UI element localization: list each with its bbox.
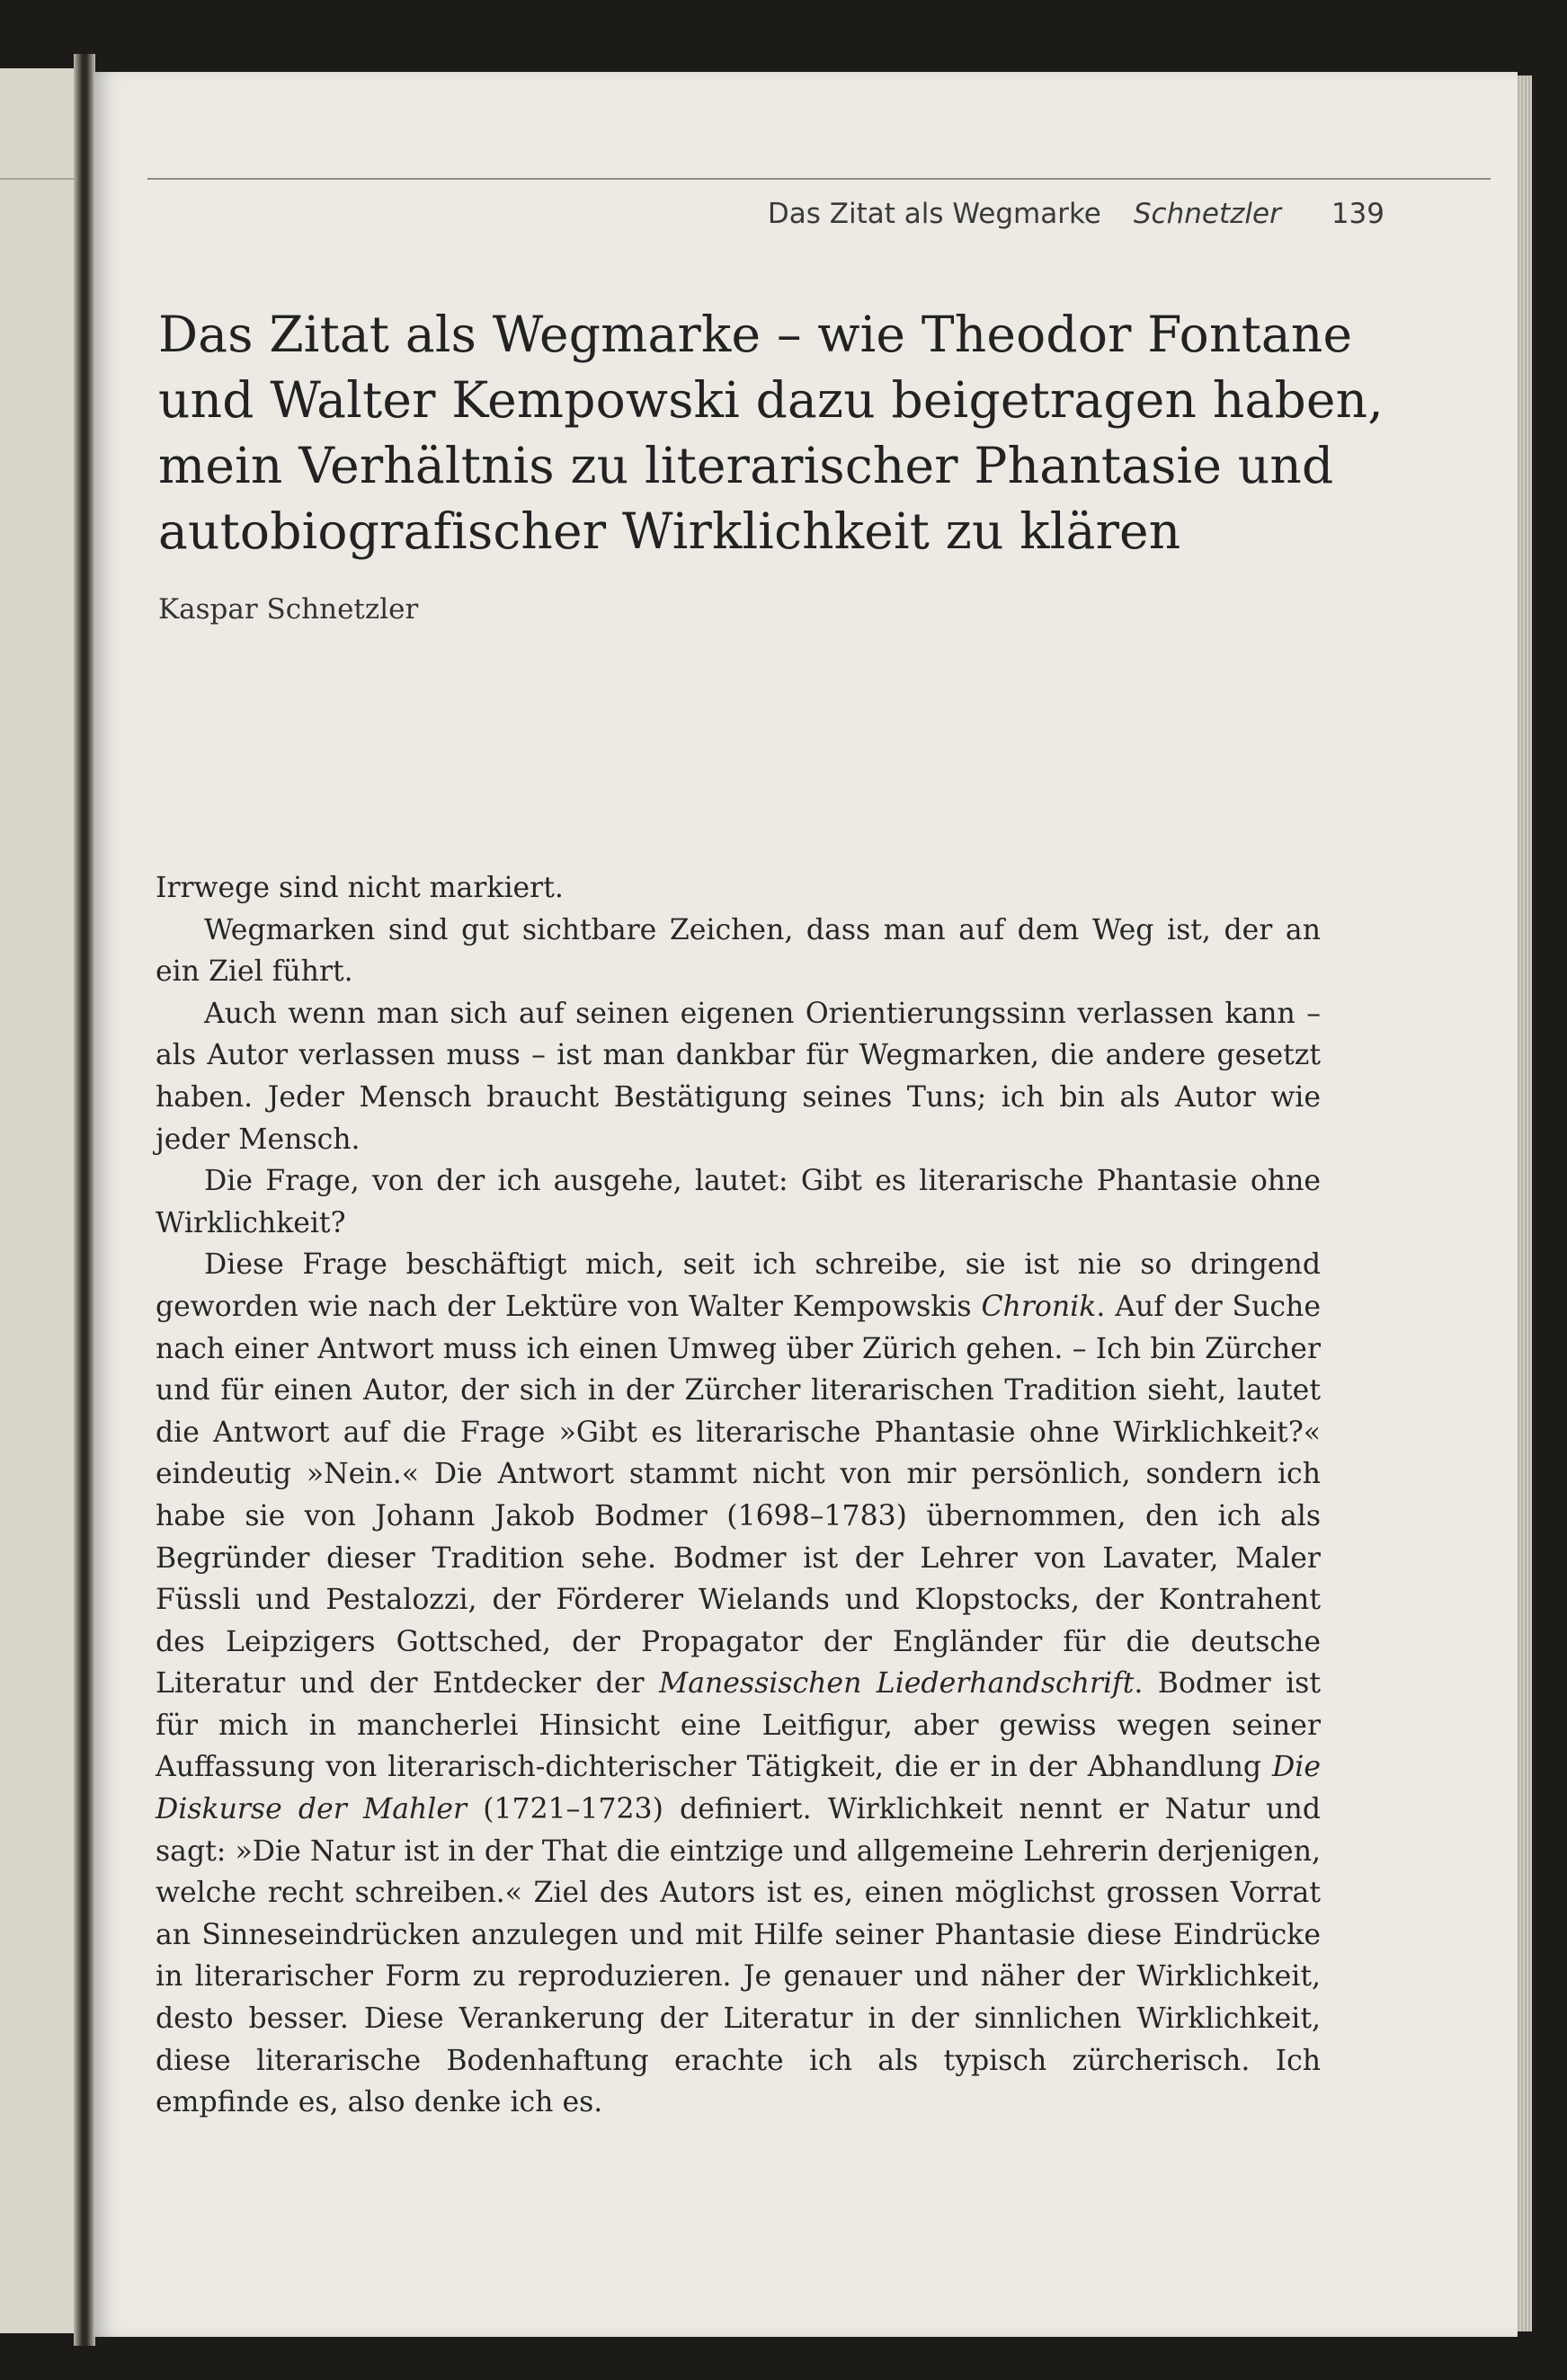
paragraph-5-text: Diese Frage beschäftigt mich, seit ich schreibe, sie ist nie so dringend geworden wie nach der Lektüre von Walter Kempowskis (156, 1248, 1321, 1323)
paragraph-5-text: . Auf der Suche nach einer Antwort muss ich einen Umweg über Zürich gehen. – Ich bin Zürcher und für einen Autor, der sich in der Zürcher literarischen Tradition sieht, lautet die Antwort auf die Frage »Gibt es literarische Phantasie ohne Wirklichkeit?« eindeutig »Nein.« Die Antwort stammt nicht von mir persönlich, sondern ich habe sie von Johann Jakob Bodmer (1698–1783) übernommen, den ich als Begründer dieser Tradition sehe. Bodmer ist der Lehrer von Lavater, Maler Füssli und Pestalozzi, der Förderer Wielands und Klopstocks, der Kontrahent des Leipzigers Gottsched, der Propagator der Engländer für die deutsche Literatur und der Entdecker der (156, 1290, 1321, 1701)
page-number: 139 (1331, 198, 1384, 230)
paragraph-5-text: (1721–1723) definiert. Wirklichkeit nennt er Natur und sagt: »Die Natur ist in der That die eintzige und allgemeine Lehrerin derjenigen, welche recht schreiben.« Ziel des Autors ist es, einen möglichst grossen Vorrat an Sinneseindrücken anzulegen und mit Hilfe seiner Phantasie diese Eindrücke in literarischer Form zu reproduzieren. Je genauer und näher der Wirklichkeit, desto besser. Diese Verankerung der Literatur in der sinnlichen Wirklichkeit, diese literarische Bodenhaftung erachte ich als typisch zürcherisch. Ich empfinde es, also denke ich es. (156, 1793, 1321, 2119)
running-head-title: Das Zitat als Wegmarke (767, 198, 1101, 230)
paragraph-5-text: . Bodmer ist für mich in mancherlei Hinsicht eine Leitfigur, aber gewiss wegen seiner Auffassung von literarisch-dichterischer Tätigkeit, die er in der Abhandlung (156, 1667, 1321, 1784)
header-rule (147, 178, 1491, 180)
paragraph-5 (156, 1244, 1321, 2123)
diskurse-title: Die Diskurse der Mahler (156, 1751, 1321, 1826)
article-author: Kaspar Schnetzler (158, 593, 419, 626)
paragraph-4: Die Frage, von der ich ausgehe, lautet: Gibt es literarische Phantasie ohne Wirklichkeit? (156, 1165, 1321, 1239)
paragraph-3: Auch wenn man sich auf seinen eigenen Orientierungssinn verlassen kann – als Autor verlassen muss – ist man dankbar für Wegmarken, die andere gesetzt haben. Jeder Mensch braucht Bestätigung seines Tuns; ich bin als Autor wie jeder Mensch. (156, 997, 1321, 1156)
page-stack-edge (1516, 75, 1532, 2331)
manesse-title: Manessischen Liederhandschrift (658, 1667, 1135, 1701)
chronik-title: Chronik (981, 1290, 1097, 1323)
article-title: Das Zitat als Wegmarke – wie Theodor Fontane und Walter Kempowski dazu beigetragen haben, mein Verhältnis zu literarischer Phantasie und autobiografischer Wirklichkeit zu klären (158, 306, 1384, 560)
previous-page-edge (0, 68, 83, 2333)
paragraph-2: Wegmarken sind gut sichtbare Zeichen, dass man auf dem Weg ist, der an ein Ziel führt. (156, 913, 1321, 989)
book-page (93, 72, 1518, 2337)
running-head-author: Schnetzler (1133, 198, 1281, 230)
article-body (156, 867, 1321, 2124)
book-gutter (74, 54, 95, 2346)
running-head (768, 198, 1384, 230)
paragraph-1: Irrwege sind nicht markiert. (156, 872, 564, 904)
